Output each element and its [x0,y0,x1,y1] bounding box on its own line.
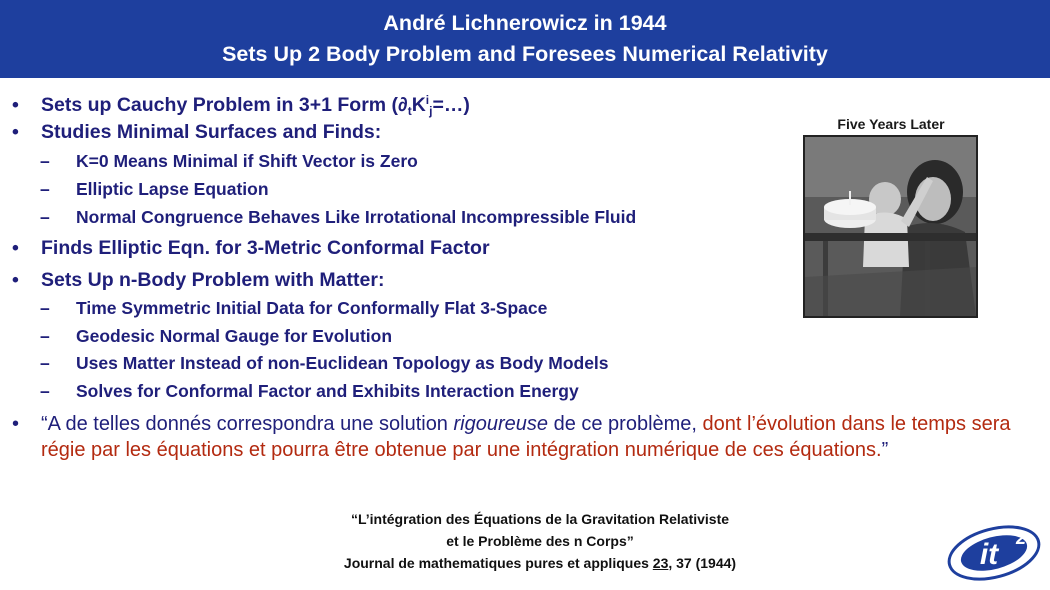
sub-bullet [40,325,392,347]
dash-marker: – [40,326,50,346]
journal-volume: 23 [652,555,669,571]
quote-italic: rigoureuse [453,413,549,435]
sub-bullet [40,150,418,172]
sub-bullet [40,380,579,402]
bullet-text: Sets up Cauchy Problem in 3+1 Form ( [41,94,399,116]
citation-line-3 [260,552,820,574]
bullet-elliptic-eqn [12,236,490,260]
bullet-minimal-surfaces [12,120,381,144]
bullet-text-suffix: =…) [432,94,470,116]
dash-marker: – [40,207,50,227]
superscript-i: i [425,93,430,107]
sub-bullet [40,178,269,200]
citation-line-2: et le Problème des n Corps” [446,533,634,549]
sub-bullet-text: Time Symmetric Initial Data for Conformally Flat 3-Space [76,298,548,318]
citation [260,508,820,574]
quote-close: ” [881,438,889,461]
subscript-t: t [407,104,412,118]
quote-part-1: “A de telles donnés correspondra une solution [41,413,454,435]
sub-bullet-text: Geodesic Normal Gauge for Evolution [76,326,393,346]
bullet-cauchy-problem [12,88,470,123]
logo-superscript: 2 [1015,528,1027,548]
journal-name: Journal de mathematiques pures et appliques [343,555,653,571]
subscript-j: j [429,104,433,118]
dash-marker: – [40,151,50,171]
bullet-text: Studies Minimal Surfaces and Finds: [41,121,382,143]
photo-illustration [805,137,976,316]
dash-marker: – [40,298,50,318]
bullet-marker: • [12,413,20,435]
sub-bullet [40,352,609,374]
photo-caption: Five Years Later [837,116,945,132]
dash-marker: – [40,381,50,401]
logo-text: it [979,538,999,571]
bullet-marker: • [12,269,19,291]
partial-symbol: ∂ [398,94,408,116]
historical-photo [803,135,978,318]
title-line-1: André Lichnerowicz in 1944 [383,11,667,35]
bullet-marker: • [12,94,19,116]
title-line-2: Sets Up 2 Body Problem and Foresees Numerical Relativity [222,42,828,66]
bullet-quote [12,412,1012,463]
sub-bullet-text: Elliptic Lapse Equation [76,179,269,199]
sub-bullet-text: Solves for Conformal Factor and Exhibits Interaction Energy [76,381,579,401]
symbol-K: K [411,94,426,116]
bullet-text: Finds Elliptic Eqn. for 3-Metric Conformal Factor [41,237,490,259]
sub-bullet-text: Uses Matter Instead of non-Euclidean Topology as Body Models [76,353,609,373]
bullet-marker: • [12,237,19,259]
sub-bullet-text: Normal Congruence Behaves Like Irrotational Incompressible Fluid [76,207,637,227]
quote-part-2: de ce problème, [548,413,703,435]
bullet-n-body [12,268,384,292]
sub-bullet [40,206,636,228]
slide-title [0,0,1050,78]
dash-marker: – [40,353,50,373]
dash-marker: – [40,179,50,199]
bullet-marker: • [12,121,19,143]
quote-text [41,412,1012,463]
it2-logo [945,520,1043,582]
journal-pages: , 37 (1944) [668,555,737,571]
quote-highlight: dont l’évolution dans le temps sera régie par les équations et pourra être obtenue par une intégration numérique de ces équations. [41,413,1011,461]
bullet-text: Sets Up n-Body Problem with Matter: [41,269,385,291]
sub-bullet-text: K=0 Means Minimal if Shift Vector is Zero [76,151,418,171]
sub-bullet [40,297,547,319]
citation-line-1: “L’intégration des Équations de la Gravitation Relativiste [350,511,730,527]
